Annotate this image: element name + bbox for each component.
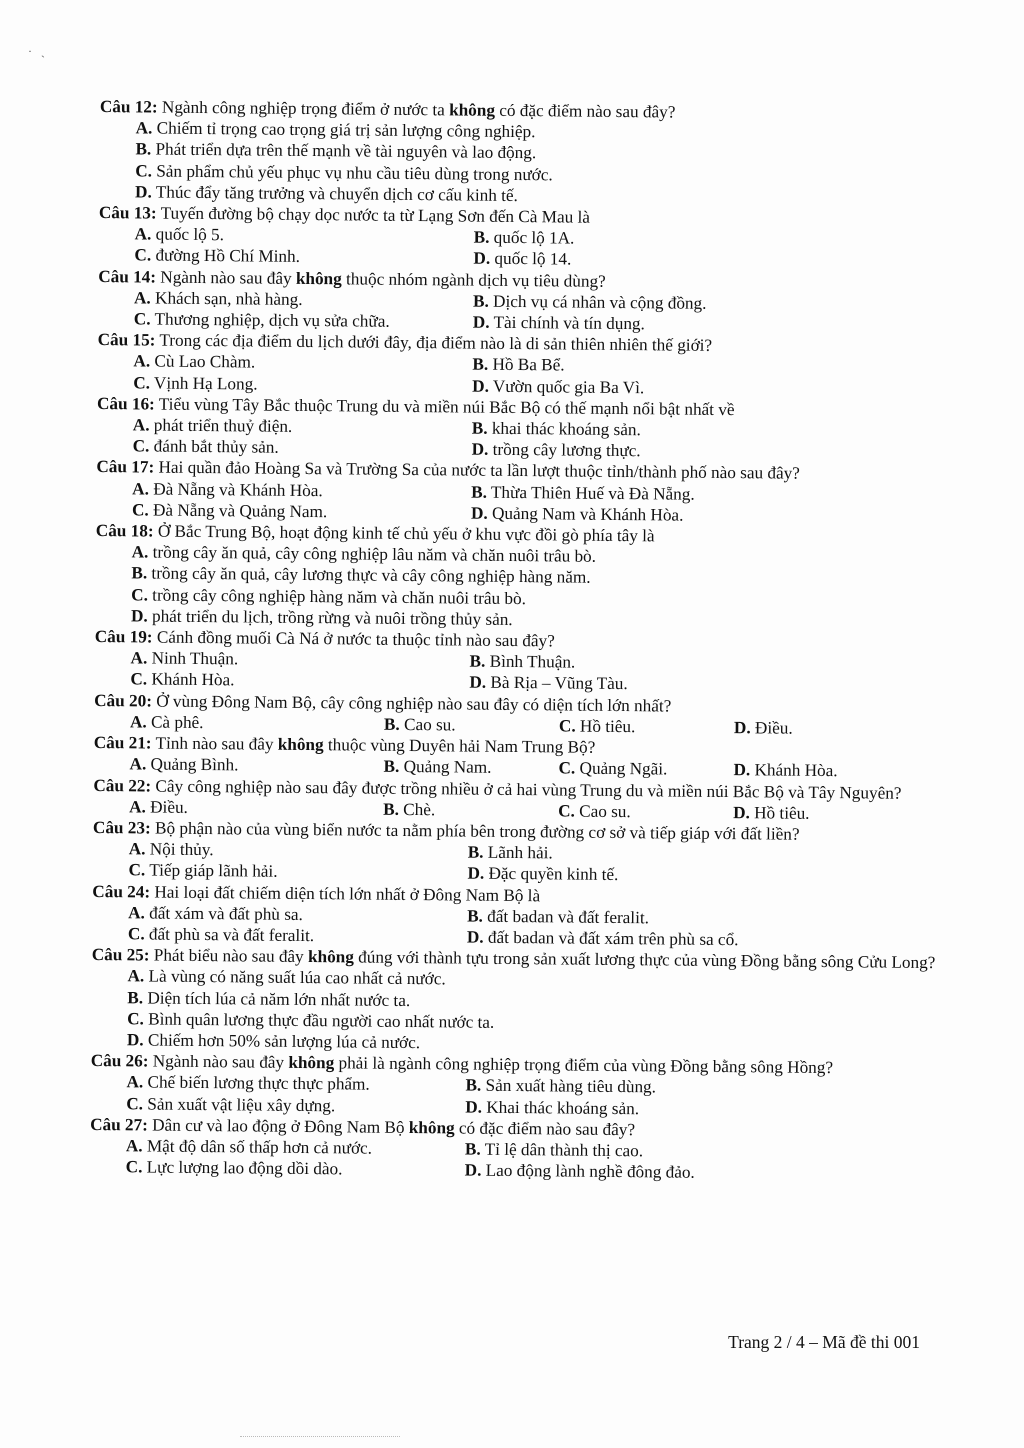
question-label: Câu 22: [93,775,152,796]
answer-text: Phát triển dựa trên thế mạnh về tài nguyên và lao động. [155,139,537,163]
answer-text: Lãnh hải. [487,842,553,863]
question-block [92,817,943,889]
answer-letter: C. [558,801,575,821]
answer-text: Khánh Hòa. [151,670,235,690]
question-text: Hai quần đảo Hoàng Sa và Trường Sa của nước ta lần lượt thuộc tỉnh/thành phố nào sau đây? [158,458,800,484]
answer-text: Tiếp giáp lãnh hải. [149,860,278,882]
answer-text: Diện tích lúa cả năm lớn nhất nước ta. [147,988,411,1010]
answer-letter: D. [471,439,489,459]
answer-letter: A. [133,351,151,371]
answer-text: Chiếm hơn 50% sản lượng lúa cả nước. [147,1030,421,1053]
answer-letter: B. [467,842,484,862]
question-emphasis: không [288,1052,335,1073]
answer-letter: D. [472,312,490,332]
answer-text: Cù Lao Chàm. [154,351,256,372]
answer-text: trồng cây lương thực. [492,440,641,461]
question-text: Trong các địa điểm du lịch dưới đây, địa điểm nào là di sản thiên nhiên thế giới? [159,330,713,356]
answer-letter: C. [558,758,576,778]
question-text: Dân cư và lao động ở Đông Nam Bộ [152,1115,409,1137]
answer-letter: B. [383,799,400,819]
question-block [96,456,947,528]
question-text-end: thuộc nhóm ngành dịch vụ tiêu dùng? [341,268,606,291]
answer-option [93,796,383,820]
answer-text: Quảng Nam. [403,757,492,778]
question-emphasis: không [295,268,342,288]
question-emphasis: không [408,1117,455,1138]
answer-text: Sản xuất vật liệu xây dựng. [147,1094,336,1115]
answer-text: Đà Nẵng và Khánh Hòa. [153,479,323,500]
scan-mark [240,1436,400,1440]
answer-text: đất phù sa và đất feralit. [148,924,315,946]
question-label: Câu 27: [90,1114,148,1135]
answer-letter: A. [132,478,150,499]
answer-text: khai thác khoáng sản. [491,418,641,440]
question-label: Câu 17: [96,457,155,477]
answer-text: Khai thác khoáng sản. [486,1097,640,1118]
answer-letter: C. [133,372,151,393]
answer-letter: C. [127,924,145,944]
answer-letter: B. [127,987,144,1007]
answer-option [93,753,383,777]
answer-text: Cà phê. [150,712,204,732]
answer-text: Thừa Thiên Huế và Đà Nẵng. [490,482,695,504]
answer-letter: D. [733,718,751,738]
answer-letter: A. [131,542,149,562]
answer-text: Khách sạn, nhà hàng. [154,288,303,309]
answer-text: Lao động lành nghề đông đảo. [485,1160,695,1182]
question-block [90,1050,941,1122]
answer-letter: C. [130,669,148,689]
answer-letter: A. [129,712,147,732]
answer-letter: C. [558,716,576,736]
question-label: Câu 12: [99,96,158,117]
answer-letter: D. [466,927,484,947]
answer-text: đất badan và đất feralit. [487,906,650,928]
answer-option [90,1156,465,1181]
answer-letter: B. [467,906,484,926]
answer-text: Mật độ dân số thấp hơn cả nước. [146,1136,373,1158]
answer-letter: A. [135,118,153,138]
answer-letter: C. [135,160,153,181]
question-label: Câu 13: [98,203,157,223]
answer-letter: D. [472,376,490,396]
answer-letter: B. [472,355,489,375]
answer-letter: C. [128,860,146,880]
question-text: Phát biểu nào sau đây [153,945,309,967]
answer-option [733,759,908,782]
question-label: Câu 26: [90,1051,149,1071]
answer-letter: A. [126,1072,144,1092]
answer-letter: A. [129,754,147,774]
answer-option [98,244,473,269]
answer-letter: D. [465,1097,483,1117]
answer-letter: B. [465,1075,482,1096]
question-text-end: phải là ngành công nghiệp trọng điểm của vùng Đồng bằng sông Hồng? [334,1053,834,1078]
answer-text: đường Hồ Chí Minh. [155,245,301,267]
question-text: Ở Bắc Trung Bộ, hoạt động kinh tế chủ yếu ở khu vực đồi gò phía tây là [157,521,655,546]
answer-text: Cao su. [403,714,456,735]
answer-option [733,802,908,825]
question-text: Ở vùng Đông Nam Bộ, cây công nghiệp nào sau đây có diện tích lớn nhất? [156,691,672,716]
answer-option [558,758,733,781]
question-text: Ngành nào sau đây [160,267,296,288]
answer-letter: A. [133,288,151,308]
answer-letter: D. [126,1030,144,1050]
question-text-end: có đặc điểm nào sau đây? [454,1118,636,1139]
answer-text: Quảng Nam và Khánh Hòa. [491,503,684,525]
question-text: Hai loại đất chiếm diện tích lớn nhất ở Đông Nam Bộ là [154,882,541,905]
answer-text: Chè. [403,799,436,819]
answer-letter: A. [132,415,150,435]
question-block [98,266,949,338]
answer-text: Dịch vụ cá nhân và cộng đồng. [493,291,707,313]
answer-text: phát triển thuỷ điện. [153,415,293,436]
answer-letter: A. [127,966,145,986]
question-text: Cánh đồng muối Cà Ná ở nước ta thuộc tỉnh nào sau đây? [156,627,555,651]
question-block [98,202,949,274]
answer-letter: C. [126,1093,144,1114]
scan-specks: · ˎ [28,44,48,58]
answer-text: Chiếm tỉ trọng cao trọng giá trị sản lượng công nghiệp. [156,118,536,142]
question-emphasis: không [307,947,354,967]
question-emphasis: không [449,100,496,120]
answer-letter: A. [128,839,146,859]
answer-letter: C. [131,500,149,520]
answer-letter: A. [129,797,146,817]
question-block [94,626,945,698]
answer-text: phát triển du lịch, trồng rừng và nuôi trồng thủy sản. [151,606,513,629]
question-block [90,1114,941,1186]
answer-text: Chế biến lương thực thực phẩm. [147,1072,370,1094]
answer-text: Điều. [754,718,793,738]
answer-text: Sản phẩm chủ yếu phục vụ nhu cầu tiêu dùng trong nước. [156,161,553,184]
answer-letter: C. [127,1009,144,1029]
answer-text: quốc lộ 5. [155,224,225,245]
answer-text: Đà Nẵng và Quảng Nam. [152,500,328,522]
question-label: Câu 23: [92,817,151,838]
answer-letter: B. [135,139,152,159]
question-emphasis: không [277,734,324,755]
answer-option [94,711,384,735]
answer-text: quốc lộ 1A. [493,228,575,248]
question-block [92,880,943,952]
question-label: Câu 16: [96,393,155,414]
answer-letter: D. [469,673,487,693]
answer-letter: C. [131,584,149,605]
question-block [97,393,948,465]
answer-option [92,859,467,884]
answer-letter: C. [132,436,150,456]
question-text: Cây công nghiệp nào sau đây được trồng nhiều ở cả hai vùng Trung du và miền núi Bắc Bộ và Tây Nguyên? [155,776,902,803]
answer-text: đánh bắt thủy sản. [153,436,279,457]
answer-letter: B. [471,482,488,502]
answer-letter: A. [134,224,152,244]
answer-option [734,717,909,740]
answer-text: Bình Thuận. [489,652,576,672]
answer-text: Quảng Ngãi. [579,758,668,779]
answer-letter: A. [128,903,145,923]
answer-letter: A. [125,1136,143,1156]
answer-letter: D. [464,1160,482,1180]
question-label: Câu 15: [97,330,156,350]
answer-text: Thương nghiệp, dịch vụ sửa chữa. [154,309,390,331]
question-label: Câu 19: [94,627,153,647]
question-text-end: có đặc điểm nào sau đây? [494,100,676,122]
answer-letter: A. [130,648,148,668]
question-block [91,944,942,1058]
answer-letter: C. [125,1157,143,1177]
question-text: Tiểu vùng Tây Bắc thuộc Trung du và miền núi Bắc Bộ có thế mạnh nổi bật nhất về [158,394,735,419]
answer-letter: B. [383,714,400,734]
answer-letter: B. [472,291,489,311]
answer-letter: B. [473,227,490,247]
question-block [99,96,950,210]
answer-text: Tài chính và tín dụng. [493,312,645,334]
answer-text: Nội thủy. [149,839,214,860]
answer-text: Hồ Ba Bể. [492,355,565,375]
answer-text: đất badan và đất xám trên phù sa cổ. [487,927,739,950]
answer-text: trồng cây công nghiệp hàng năm và chăn nuôi trâu bò. [152,585,527,608]
answer-text: trồng cây ăn quả, cây lương thực và cây công nghiệp hàng năm. [151,563,591,588]
answer-text: Vịnh Hạ Long. [153,373,258,394]
answer-text: Hồ tiêu. [579,716,636,737]
answer-option [383,756,558,779]
answer-letter: B. [464,1139,481,1159]
answer-text: Là vùng có năng suất lúa cao nhất cả nước. [148,966,446,989]
answer-text: Khánh Hòa. [754,760,838,781]
answer-letter: C. [133,309,151,329]
answer-letter: B. [383,757,400,777]
question-text: Bộ phận nào của vùng biển nước ta nằm phía bên trong đường cơ sở và tiếp giáp với đất liền? [154,818,800,844]
answer-text: Lực lượng lao động dồi dào. [146,1157,343,1179]
answer-letter: C. [134,245,152,265]
question-text: Ngành nào sau đây [152,1051,289,1072]
answer-text: Sản xuất hàng tiêu dùng. [485,1076,657,1097]
question-block [93,732,943,783]
answer-text: Quảng Bình. [150,754,239,775]
answer-letter: D. [733,760,751,780]
answer-text: Bình quân lương thực đầu người cao nhất nước ta. [148,1009,495,1032]
answer-text: Vườn quốc gia Ba Vì. [492,376,645,397]
answer-text: Thúc đẩy tăng trưởng và chuyển dịch cơ cấu kinh tế. [155,182,518,205]
answer-option [384,714,559,737]
answer-text: quốc lộ 14. [494,249,572,269]
question-label: Câu 21: [93,733,152,753]
question-text-end: đúng với thành tựu trong sản xuất lương thực của vùng Đồng bằng sông Cửu Long? [353,947,936,973]
question-label: Câu 24: [92,881,151,902]
question-label: Câu 14: [98,266,157,287]
answer-text: Cao su. [579,801,631,821]
answer-option [559,715,734,738]
answer-text: đất xám và đất phù sa. [149,903,303,924]
answer-text: Tỉ lệ dân thành thị cao. [484,1139,644,1161]
question-text: Tuyến đường bộ chạy dọc nước ta từ Lạng Sơn đến Cà Mau là [160,203,591,227]
question-list [90,96,950,1185]
question-block [97,329,948,401]
answer-option [465,1160,885,1185]
answer-letter: D. [130,606,148,626]
answer-letter: B. [131,563,148,583]
answer-letter: D. [134,182,152,202]
answer-letter: D. [733,802,750,822]
answer-letter: B. [469,651,486,672]
answer-text: Đặc quyền kinh tế. [488,864,619,885]
answer-text: Hồ tiêu. [754,803,810,823]
question-block [95,520,946,634]
answer-text: trồng cây ăn quả, cây công nghiệp lâu năm và chăn nuôi trâu bò. [152,542,597,567]
answer-text: Bà Rịa – Vũng Tàu. [490,673,628,694]
question-label: Câu 18: [95,521,154,541]
answer-letter: D. [470,503,488,523]
answer-letter: D. [467,863,485,884]
question-text-end: thuộc vùng Duyên hải Nam Trung Bộ? [323,735,596,757]
answer-option [558,800,733,823]
answer-text: Điều. [150,797,189,817]
answer-letter: B. [471,418,488,438]
answer-text: Ninh Thuận. [151,648,239,669]
answer-option [383,798,558,821]
question-text: Ngành công nghiệp trọng điểm ở nước ta [161,97,450,120]
question-label: Câu 20: [94,690,153,711]
question-text: Tỉnh nào sau đây [155,733,278,754]
answer-letter: D. [473,249,491,269]
page-footer: Trang 2 / 4 – Mã đề thi 001 [728,1332,920,1352]
question-label: Câu 25: [91,945,150,965]
